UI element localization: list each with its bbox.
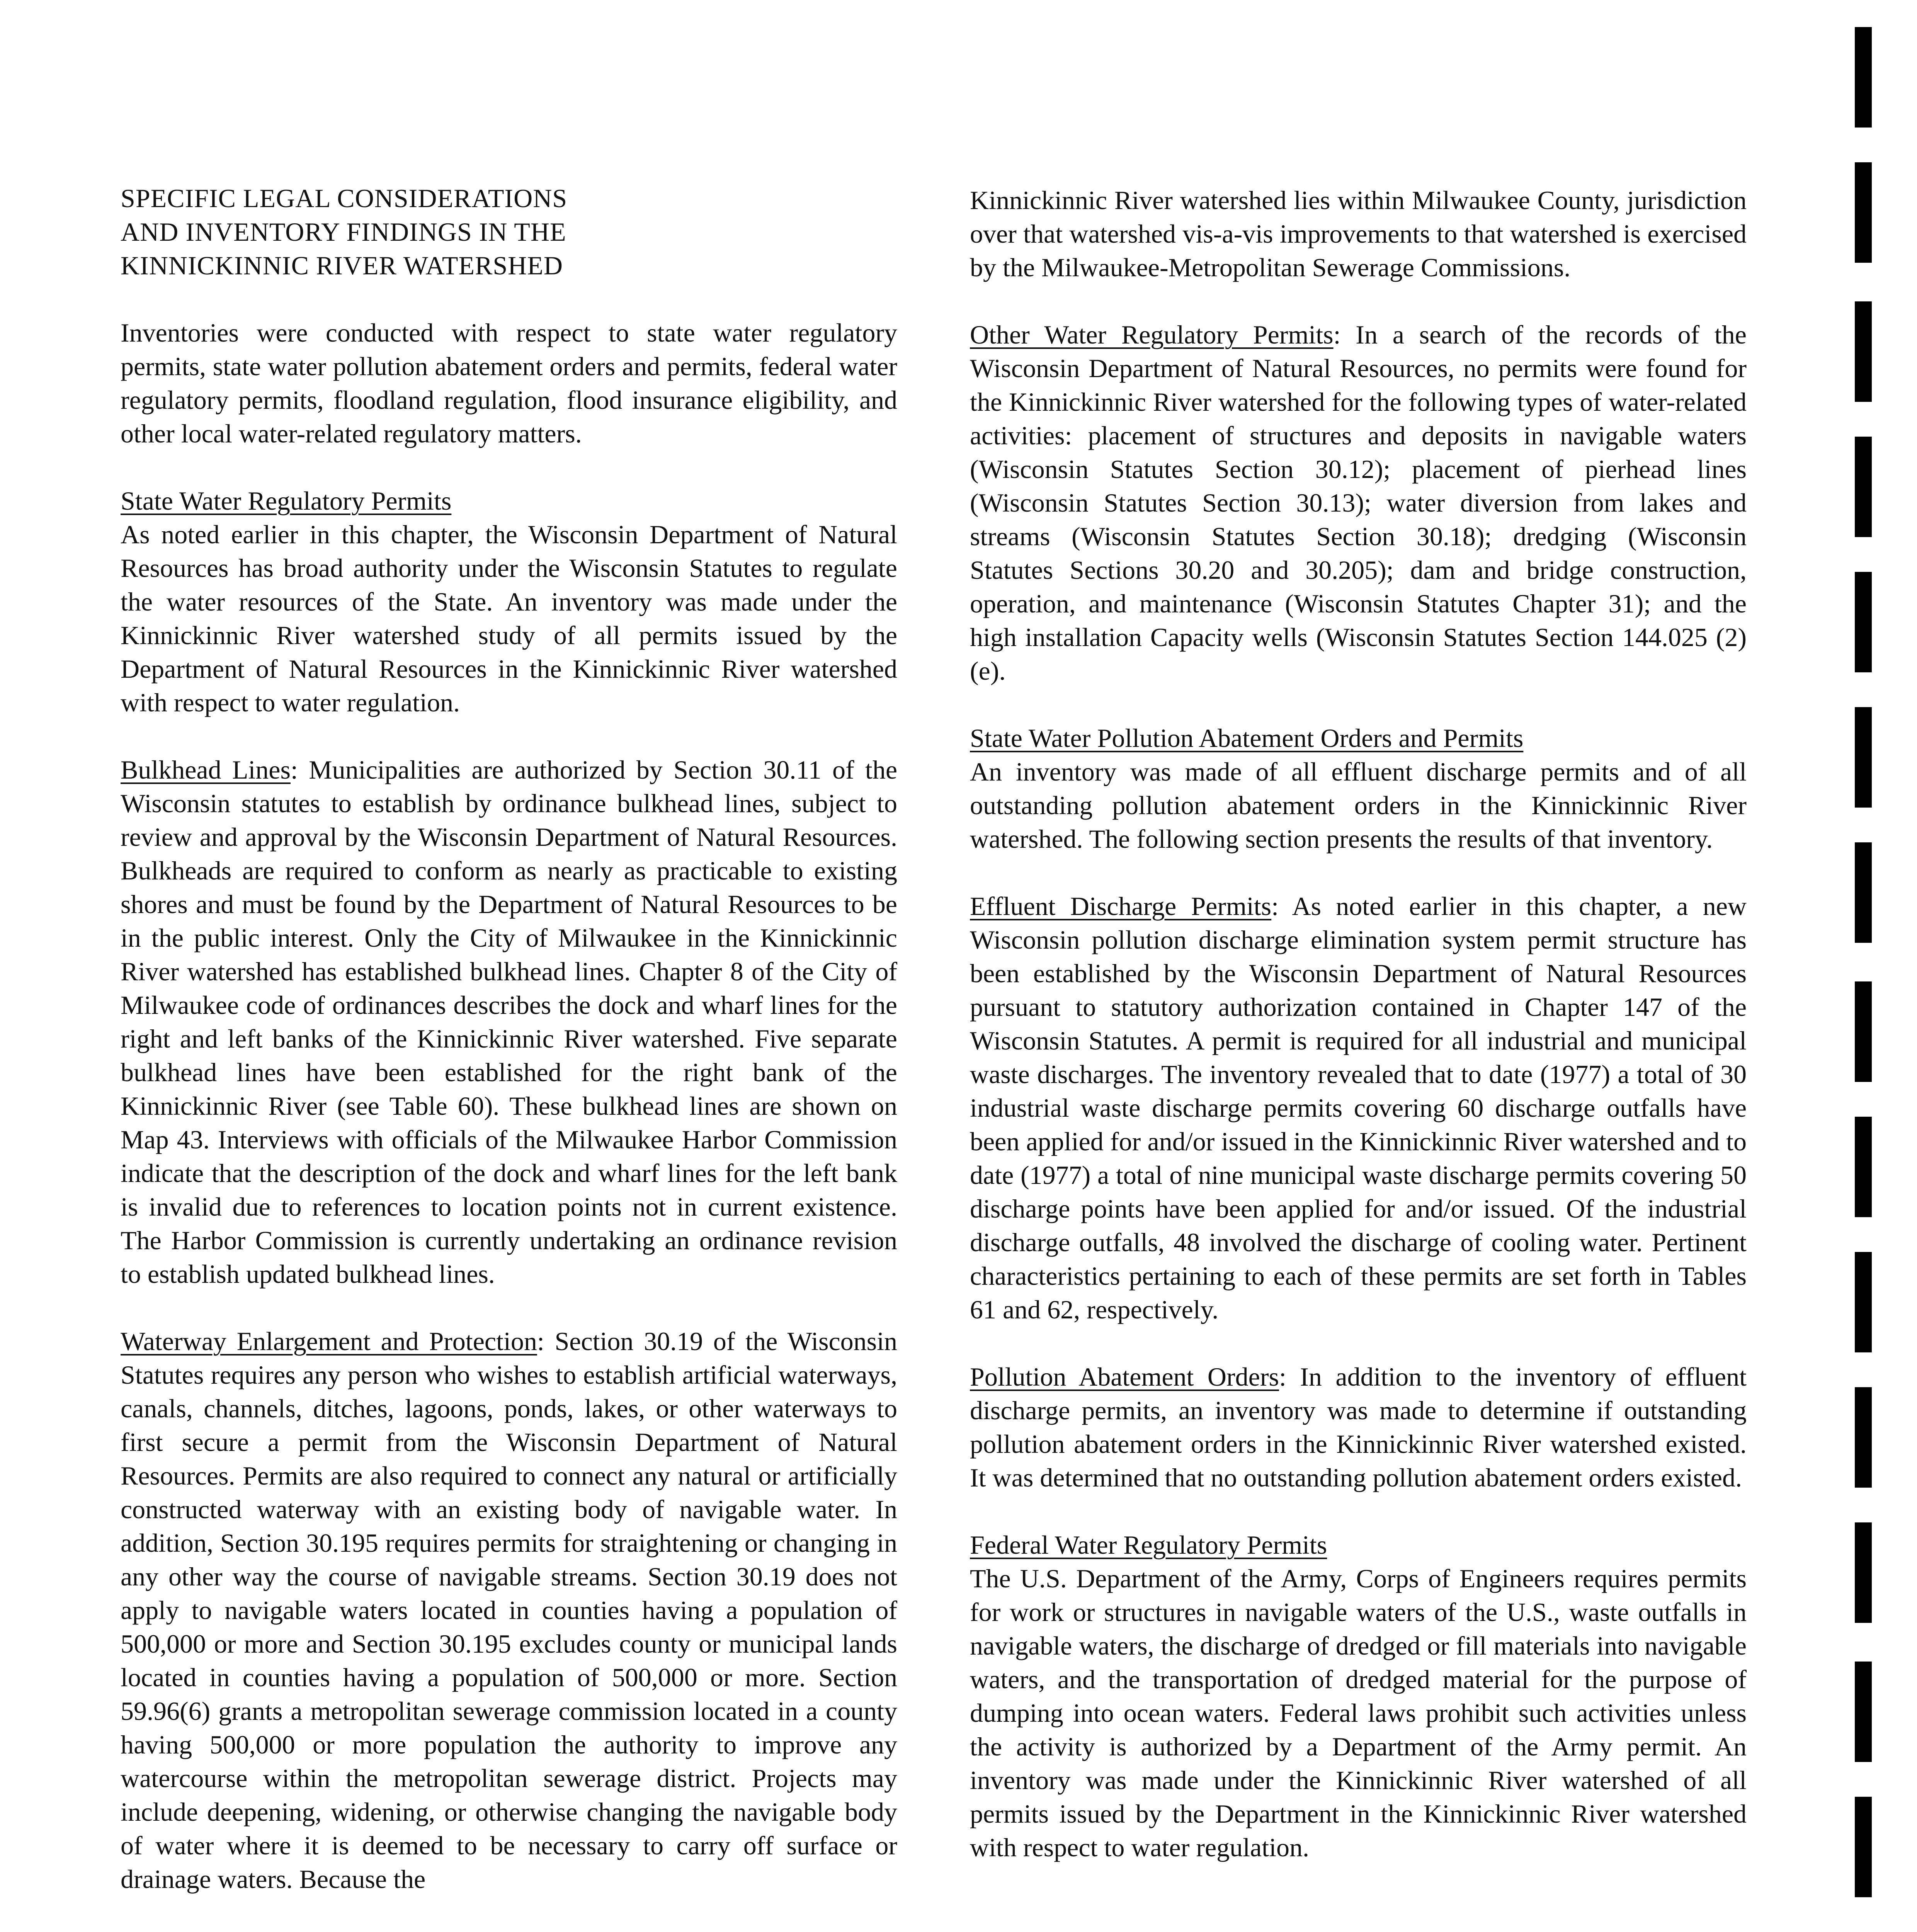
state-permits-text: As noted earlier in this chapter, the Wisconsin Department of Natural Resources has broad authority under the Wisconsin Statutes to regulate the water resources of the State. An inventory was made under the Kinnickinnic River watershed study of all permits issued by the Department of Natural Resources in the Kinnickinnic River watershed with respect to water regulation. <box>121 520 897 717</box>
abatement-text: : In addition to the inventory of effluent discharge permits, an inventory was made to determine if outstanding pollution abatement orders in the Kinnickinnic River watershed existed. It was determined that no outstanding pollution abatement orders existed. <box>970 1362 1747 1492</box>
binding-mark <box>1855 1387 1872 1488</box>
bulkhead-paragraph <box>121 753 897 1291</box>
left-column <box>121 182 897 1930</box>
section-heading-line: SPECIFIC LEGAL CONSIDERATIONS <box>121 184 568 213</box>
binding-mark <box>1855 981 1872 1082</box>
pollution-heading: State Water Pollution Abatement Orders and Permits <box>970 723 1524 753</box>
effluent-paragraph <box>970 889 1747 1327</box>
binding-mark <box>1855 437 1872 537</box>
binding-marks <box>1855 0 1878 1932</box>
other-permits-paragraph <box>970 318 1747 688</box>
waterway-paragraph <box>121 1325 897 1896</box>
binding-mark <box>1855 1662 1872 1762</box>
binding-mark <box>1855 572 1872 672</box>
pollution-section <box>970 721 1747 856</box>
binding-mark <box>1855 301 1872 402</box>
binding-mark <box>1855 27 1872 128</box>
section-heading-line: AND INVENTORY FINDINGS IN THE <box>121 217 566 247</box>
federal-text: The U.S. Department of the Army, Corps of Engineers requires permits for work or structures in navigable waters of the U.S., waste outfalls in navigable waters, the discharge of dredged or fill materials into navigable waters, and the transportation of dredged material for the purpose of dumping into ocean waters. Federal laws prohibit such activities unless the activity is authorized by a Department of the Army permit. An inventory was made under the Kinnickinnic River watershed of all permits issued by the Department in the Kinnickinnic River watershed with respect to water regulation. <box>970 1564 1747 1862</box>
binding-mark <box>1855 707 1872 808</box>
abatement-paragraph <box>970 1360 1747 1495</box>
abatement-label: Pollution Abatement Orders <box>970 1362 1279 1391</box>
binding-mark <box>1855 162 1872 263</box>
other-permits-text: : In a search of the records of the Wisconsin Department of Natural Resources, no permits were found for the Kinnickinnic River watershed for the following types of water-related activities: placement of structures and deposits in navigable waters (Wisconsin Statutes Section 30.12); placement of pierhead lines (Wisconsin Statutes Section 30.13); water diversion from lakes and streams (Wisconsin Statutes Section 30.18); dredging (Wisconsin Statutes Sections 30.20 and 30.205); dam and bridge construction, operation, and maintenance (Wisconsin Statutes Chapter 31); and the high installation Capacity wells (Wisconsin Statutes Section 144.025 (2)(e). <box>970 320 1747 685</box>
federal-heading: Federal Water Regulatory Permits <box>970 1530 1327 1560</box>
bulkhead-label: Bulkhead Lines <box>121 755 291 784</box>
state-permits-heading: State Water Regulatory Permits <box>121 486 452 515</box>
pollution-text: An inventory was made of all effluent discharge permits and of all outstanding pollution abatement orders in the Kinnickinnic River watershed. The following section presents the results of that inventory. <box>970 757 1747 854</box>
federal-section <box>970 1528 1747 1864</box>
section-heading-line: KINNICKINNIC RIVER WATERSHED <box>121 251 563 280</box>
state-permits-section <box>121 484 897 719</box>
waterway-label: Waterway Enlargement and Protection <box>121 1327 537 1356</box>
waterway-text: : Section 30.19 of the Wisconsin Statutes requires any person who wishes to establish artificial waterways, canals, channels, ditches, lagoons, ponds, lakes, or other waterways to first secure a permit from the Wisconsin Department of Natural Resources. Permits are also required to connect any natural or artificially constructed waterway with an existing body of navigable water. In addition, Section 30.195 requires permits for straightening or changing in any other way the course of navigable streams. Section 30.19 does not apply to navigable waters located in counties having a population of 500,000 or more and Section 30.195 excludes county or municipal lands located in counties having a population of 500,000 or more. Section 59.96(6) grants a metropolitan sewerage commission located in a county having 500,000 or more population the authority to improve any watercourse within the metropolitan sewerage district. Projects may include deepening, widening, or otherwise changing the navigable body of water where it is deemed to be necessary to carry off surface or drainage waters. Because the <box>121 1327 897 1894</box>
continuation-paragraph: Kinnickinnic River watershed lies within Milwaukee County, jurisdiction over that watershed vis-a-vis improvements to that watershed is exercised by the Milwaukee-Metropolitan Sewerage Commissions. <box>970 185 1747 282</box>
binding-mark <box>1855 1252 1872 1352</box>
bulkhead-text: : Municipalities are authorized by Section 30.11 of the Wisconsin statutes to establish by ordinance bulkhead lines, subject to review and approval by the Wisconsin Department of Natural Resources. Bulkheads are required to conform as nearly as practicable to existing shores and must be found by the Department of Natural Resources to be in the public interest. Only the City of Milwaukee in the Kinnickinnic River watershed has established bulkhead lines. Chapter 8 of the City of Milwaukee code of ordinances describes the dock and wharf lines for the right and left banks of the Kinnickinnic River watershed. Five separate bulkhead lines have been established for the right bank of the Kinnickinnic River (see Table 60). These bulkhead lines are shown on Map 43. Interviews with officials of the Milwaukee Harbor Commission indicate that the description of the dock and wharf lines for the left bank is invalid due to references to location points not in current existence. The Harbor Commission is currently undertaking an ordinance revision to establish updated bulkhead lines. <box>121 755 897 1289</box>
binding-mark <box>1855 842 1872 943</box>
intro-paragraph: Inventories were conducted with respect to state water regulatory permits, state water pollution abatement orders and permits, federal water regulatory permits, floodland regulation, flood insurance eligibility, and other local water-related regulatory matters. <box>121 318 897 448</box>
binding-mark <box>1855 1522 1872 1623</box>
binding-mark <box>1855 1797 1872 1897</box>
section-heading <box>121 182 897 282</box>
other-permits-label: Other Water Regulatory Permits <box>970 320 1334 349</box>
right-column <box>970 184 1747 1898</box>
effluent-label: Effluent Discharge Permits <box>970 891 1272 921</box>
effluent-text: : As noted earlier in this chapter, a new Wisconsin pollution discharge elimination system permit structure has been established by the Wisconsin Department of Natural Resources pursuant to statutory authorization contained in Chapter 147 of the Wisconsin Statutes. A permit is required for all industrial and municipal waste discharges. The inventory revealed that to date (1977) a total of 30 industrial waste discharge permits covering 60 discharge outfalls have been applied for and/or issued in the Kinnickinnic River watershed and to date (1977) a total of nine municipal waste discharge permits covering 50 discharge points have been applied for and/or issued. Of the industrial discharge outfalls, 48 involved the discharge of cooling water. Pertinent characteristics pertaining to each of these permits are set forth in Tables 61 and 62, respectively. <box>970 891 1747 1324</box>
binding-mark <box>1855 1117 1872 1217</box>
